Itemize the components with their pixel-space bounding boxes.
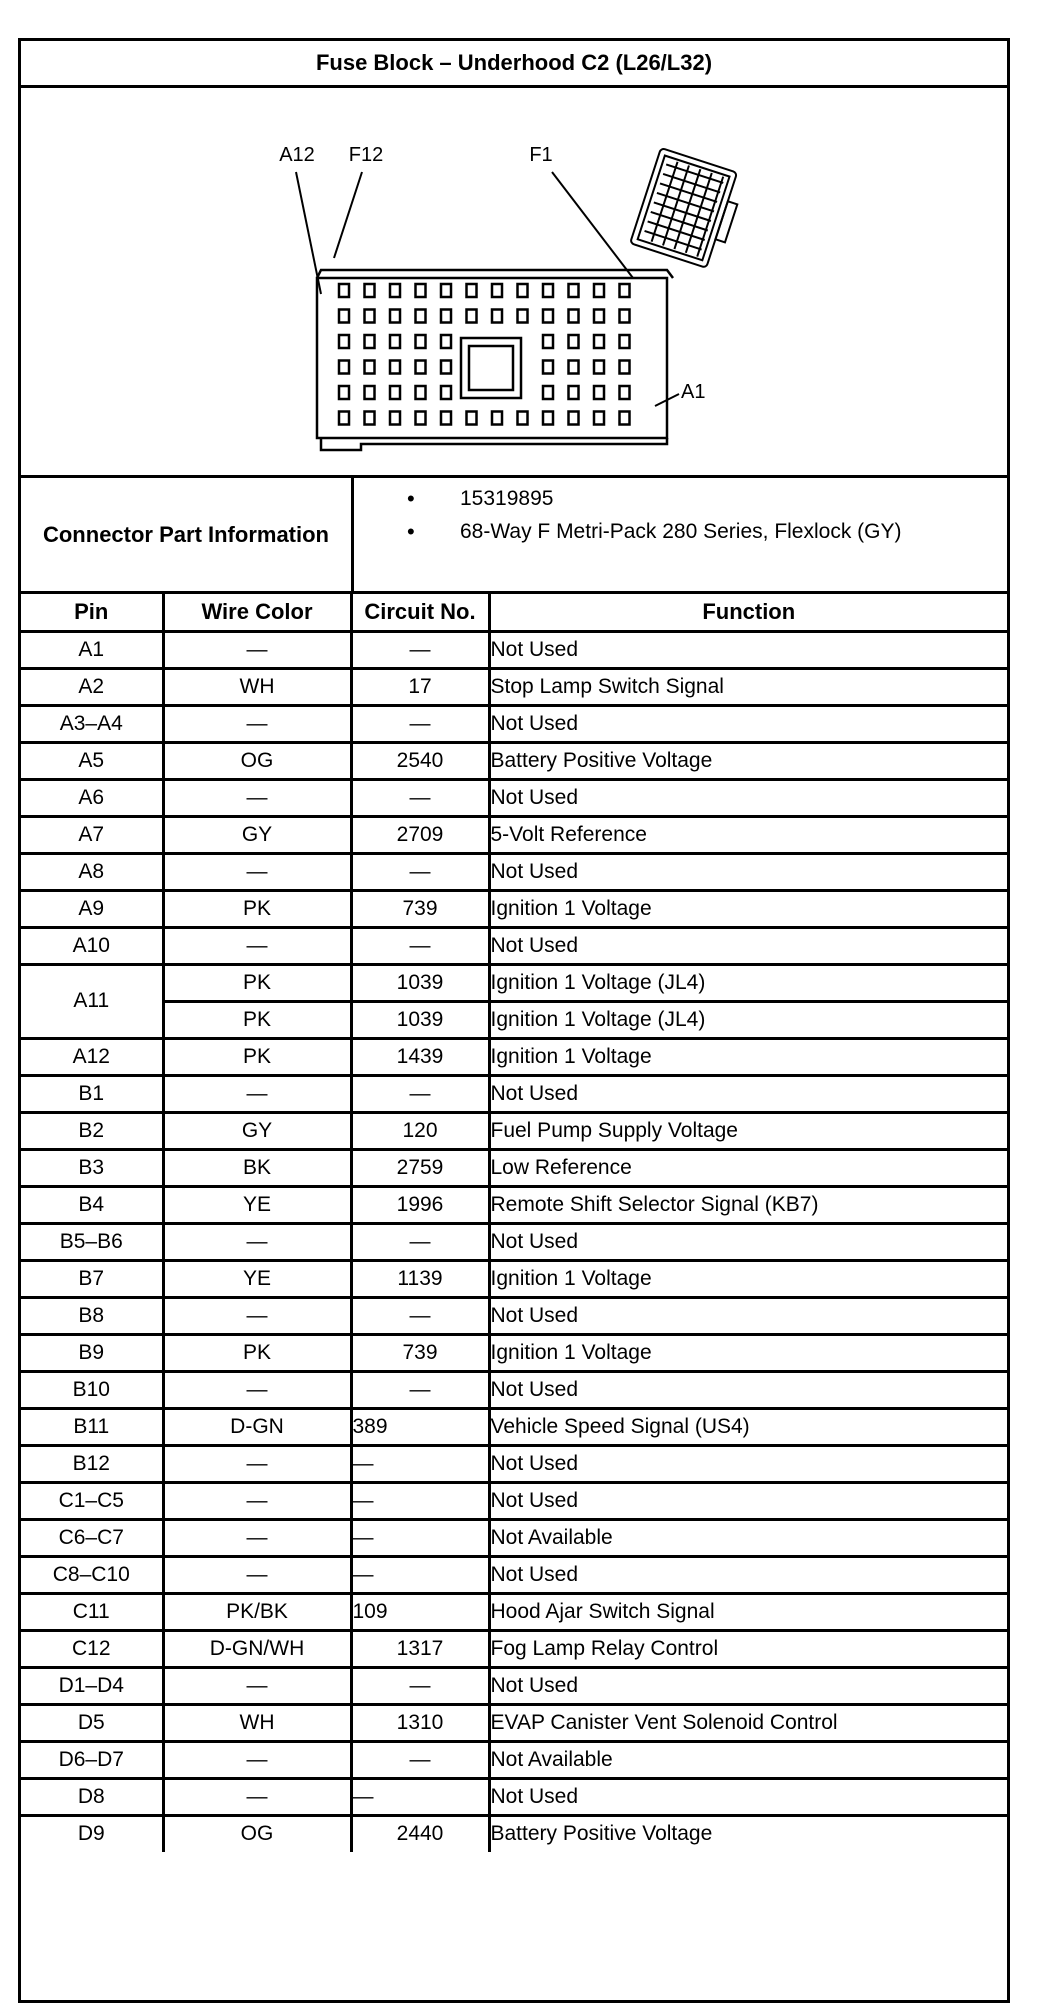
pin-cavity — [416, 310, 426, 323]
table-row — [21, 1149, 1007, 1186]
pin-cavity — [620, 386, 630, 399]
cell-pin: D8 — [21, 1778, 163, 1815]
cell-circuit-no: — — [351, 1778, 489, 1815]
cell-function: Vehicle Speed Signal (US4) — [489, 1408, 1007, 1445]
table-row — [21, 1408, 1007, 1445]
table-header-row — [21, 594, 1007, 631]
cell-wire-color: GY — [163, 1112, 351, 1149]
cell-function: Not Used — [489, 1445, 1007, 1482]
pin-cavity — [441, 412, 451, 425]
cell-wire-color: BK — [163, 1149, 351, 1186]
cell-circuit-no: 1996 — [351, 1186, 489, 1223]
cell-wire-color: — — [163, 1741, 351, 1778]
pin-cavity — [390, 335, 400, 348]
pin-cavity — [594, 284, 604, 297]
pin-cavity — [390, 386, 400, 399]
connector-bottom-rail — [321, 438, 667, 450]
cell-wire-color: PK — [163, 1334, 351, 1371]
pin-cavity — [518, 412, 528, 425]
table-row — [21, 816, 1007, 853]
pin-cavity — [339, 386, 349, 399]
cell-wire-color: — — [163, 1223, 351, 1260]
leader-f12 — [334, 172, 362, 258]
pin-cavity — [416, 284, 426, 297]
table-row — [21, 1778, 1007, 1815]
cell-pin: A7 — [21, 816, 163, 853]
cell-pin: A9 — [21, 890, 163, 927]
cell-wire-color: — — [163, 1075, 351, 1112]
pin-cavity — [339, 310, 349, 323]
header-function: Function — [489, 594, 1007, 631]
pin-cavity — [365, 361, 375, 374]
connector-part-info-label: Connector Part Information — [21, 478, 354, 591]
cell-circuit-no: 2759 — [351, 1149, 489, 1186]
cell-pin: B9 — [21, 1334, 163, 1371]
table-row — [21, 1741, 1007, 1778]
cell-pin: C12 — [21, 1630, 163, 1667]
header-circuit-no: Circuit No. — [351, 594, 489, 631]
table-row — [21, 779, 1007, 816]
cell-circuit-no: — — [351, 1075, 489, 1112]
cell-wire-color: — — [163, 1445, 351, 1482]
cell-function: Not Used — [489, 1482, 1007, 1519]
cell-circuit-no: — — [351, 927, 489, 964]
pinout-table — [21, 594, 1007, 1852]
cell-function: Not Used — [489, 705, 1007, 742]
cell-circuit-no: — — [351, 1371, 489, 1408]
cell-pin: A8 — [21, 853, 163, 890]
pin-cavity — [569, 361, 579, 374]
cell-wire-color: — — [163, 1519, 351, 1556]
pin-cavity — [339, 412, 349, 425]
pin-cavity — [543, 361, 553, 374]
cell-function: Not Available — [489, 1519, 1007, 1556]
cell-wire-color: — — [163, 1482, 351, 1519]
pin-cavity — [390, 412, 400, 425]
cell-function: EVAP Canister Vent Solenoid Control — [489, 1704, 1007, 1741]
cell-function: Low Reference — [489, 1149, 1007, 1186]
cell-circuit-no: 2440 — [351, 1815, 489, 1852]
label-f1: F1 — [529, 144, 553, 166]
table-row — [21, 1593, 1007, 1630]
cell-pin: B10 — [21, 1371, 163, 1408]
table-row — [21, 853, 1007, 890]
table-row — [21, 1001, 1007, 1038]
cell-wire-color: YE — [163, 1260, 351, 1297]
cell-pin: D5 — [21, 1704, 163, 1741]
cell-pin: A6 — [21, 779, 163, 816]
pin-cavity — [467, 412, 477, 425]
pin-cavity — [620, 361, 630, 374]
cell-circuit-no: 739 — [351, 890, 489, 927]
header-wire-color: Wire Color — [163, 594, 351, 631]
cell-function: Not Available — [489, 1741, 1007, 1778]
cell-pin: B3 — [21, 1149, 163, 1186]
pin-cavity — [365, 284, 375, 297]
pin-cavity — [467, 284, 477, 297]
cell-function: Not Used — [489, 1371, 1007, 1408]
connector-sheet — [18, 38, 1010, 2003]
pin-cavity — [441, 386, 451, 399]
cell-function: Ignition 1 Voltage — [489, 1260, 1007, 1297]
cell-wire-color: PK — [163, 1001, 351, 1038]
table-row — [21, 1371, 1007, 1408]
cell-circuit-no: 1310 — [351, 1704, 489, 1741]
label-f12: F12 — [348, 144, 384, 166]
cell-wire-color: PK — [163, 964, 351, 1001]
cell-function: Fog Lamp Relay Control — [489, 1630, 1007, 1667]
cell-pin: B11 — [21, 1408, 163, 1445]
label-a1: A1 — [681, 381, 706, 403]
cell-function: Not Used — [489, 779, 1007, 816]
cell-pin: D9 — [21, 1815, 163, 1852]
pin-cavity — [518, 310, 528, 323]
cell-function: Not Used — [489, 1556, 1007, 1593]
cell-function: Ignition 1 Voltage — [489, 1334, 1007, 1371]
pin-cavity — [569, 412, 579, 425]
cell-function: Ignition 1 Voltage (JL4) — [489, 1001, 1007, 1038]
cell-circuit-no: 739 — [351, 1334, 489, 1371]
cell-circuit-no: — — [351, 1519, 489, 1556]
pin-cavity — [416, 386, 426, 399]
pin-cavity — [365, 386, 375, 399]
pin-cavity — [390, 310, 400, 323]
cell-function: Not Used — [489, 927, 1007, 964]
pin-cavity — [441, 310, 451, 323]
label-a12: A12 — [279, 144, 315, 166]
pin-cavity — [416, 335, 426, 348]
cell-function: Not Used — [489, 1223, 1007, 1260]
table-row — [21, 1223, 1007, 1260]
table-row — [21, 1445, 1007, 1482]
pin-cavity — [441, 335, 451, 348]
cell-wire-color: — — [163, 1371, 351, 1408]
table-row — [21, 1667, 1007, 1704]
pin-cavity — [339, 284, 349, 297]
table-row — [21, 1482, 1007, 1519]
cell-wire-color: — — [163, 705, 351, 742]
cell-pin: A5 — [21, 742, 163, 779]
cell-wire-color: — — [163, 1778, 351, 1815]
pin-cavity — [569, 284, 579, 297]
cell-wire-color: — — [163, 1667, 351, 1704]
connector-diagram — [21, 88, 1007, 478]
cell-pin: B2 — [21, 1112, 163, 1149]
cell-function: Not Used — [489, 1297, 1007, 1334]
cell-wire-color: — — [163, 1556, 351, 1593]
cell-wire-color: PK/BK — [163, 1593, 351, 1630]
pin-cavity — [569, 386, 579, 399]
cell-circuit-no: — — [351, 1445, 489, 1482]
pin-cavity — [390, 361, 400, 374]
cell-wire-color: D-GN/WH — [163, 1630, 351, 1667]
pin-cavity — [594, 310, 604, 323]
pin-cavity — [492, 412, 502, 425]
cell-pin: A2 — [21, 668, 163, 705]
cell-function: Not Used — [489, 631, 1007, 668]
connector-part-info-list — [354, 482, 1004, 548]
cell-circuit-no: — — [351, 1297, 489, 1334]
cell-pin: D1–D4 — [21, 1667, 163, 1704]
cell-wire-color: OG — [163, 742, 351, 779]
connector-part-info — [21, 478, 1007, 594]
table-row — [21, 1038, 1007, 1075]
cell-circuit-no: 17 — [351, 668, 489, 705]
page-title: Fuse Block – Underhood C2 (L26/L32) — [21, 41, 1007, 88]
table-row — [21, 1704, 1007, 1741]
pin-cavity — [365, 310, 375, 323]
pin-cavity — [620, 310, 630, 323]
table-row — [21, 927, 1007, 964]
cell-pin: C11 — [21, 1593, 163, 1630]
table-row — [21, 890, 1007, 927]
cell-pin: C1–C5 — [21, 1482, 163, 1519]
part-description: • 68-Way F Metri-Pack 280 Series, Flexlock (GY) — [354, 515, 1004, 548]
cell-wire-color: WH — [163, 1704, 351, 1741]
pin-cavity — [594, 386, 604, 399]
pin-cavity — [441, 284, 451, 297]
cell-circuit-no: 1439 — [351, 1038, 489, 1075]
cell-circuit-no: — — [351, 1482, 489, 1519]
leader-a12 — [296, 172, 321, 294]
cell-pin: A1 — [21, 631, 163, 668]
cell-function: Remote Shift Selector Signal (KB7) — [489, 1186, 1007, 1223]
table-row — [21, 1075, 1007, 1112]
pin-cavity — [569, 335, 579, 348]
pin-cavity — [492, 284, 502, 297]
cell-wire-color: — — [163, 1297, 351, 1334]
cell-wire-color: OG — [163, 1815, 351, 1852]
pin-cavity — [339, 361, 349, 374]
cell-wire-color: — — [163, 853, 351, 890]
pin-cavity — [416, 361, 426, 374]
pin-cavity — [365, 335, 375, 348]
cell-circuit-no: — — [351, 1223, 489, 1260]
pin-cavity — [543, 412, 553, 425]
cell-function: Stop Lamp Switch Signal — [489, 668, 1007, 705]
cell-circuit-no: 2540 — [351, 742, 489, 779]
cell-pin: B8 — [21, 1297, 163, 1334]
connector-perspective-icon — [630, 148, 746, 271]
cell-wire-color: — — [163, 779, 351, 816]
cell-function: Battery Positive Voltage — [489, 1815, 1007, 1852]
cell-circuit-no: — — [351, 631, 489, 668]
cell-wire-color: GY — [163, 816, 351, 853]
cell-circuit-no: 2709 — [351, 816, 489, 853]
pin-cavity — [569, 310, 579, 323]
cell-circuit-no: 120 — [351, 1112, 489, 1149]
cell-pin: B1 — [21, 1075, 163, 1112]
pin-cavity — [339, 335, 349, 348]
cell-pin: D6–D7 — [21, 1741, 163, 1778]
pin-cavity — [467, 310, 477, 323]
table-row — [21, 1112, 1007, 1149]
cell-pin: B7 — [21, 1260, 163, 1297]
pin-cavity — [390, 284, 400, 297]
center-latch-inner — [469, 346, 513, 390]
table-row — [21, 1519, 1007, 1556]
cell-function: Not Used — [489, 853, 1007, 890]
cell-wire-color: — — [163, 927, 351, 964]
cell-circuit-no: 1039 — [351, 964, 489, 1001]
table-row — [21, 964, 1007, 1001]
part-number: • 15319895 — [354, 482, 1004, 515]
cell-function: Not Used — [489, 1667, 1007, 1704]
pin-cavity — [543, 310, 553, 323]
connector-face-drawing — [21, 88, 1007, 475]
pin-cavity — [594, 361, 604, 374]
cell-function: Hood Ajar Switch Signal — [489, 1593, 1007, 1630]
cell-pin: A12 — [21, 1038, 163, 1075]
cell-wire-color: WH — [163, 668, 351, 705]
cell-pin: A10 — [21, 927, 163, 964]
pin-cavity — [416, 412, 426, 425]
table-row — [21, 1297, 1007, 1334]
cell-circuit-no: — — [351, 1556, 489, 1593]
cell-circuit-no: — — [351, 1667, 489, 1704]
cell-pin: B5–B6 — [21, 1223, 163, 1260]
cell-circuit-no: — — [351, 1741, 489, 1778]
cell-function: Not Used — [489, 1075, 1007, 1112]
cell-function: Not Used — [489, 1778, 1007, 1815]
cell-circuit-no: 109 — [351, 1593, 489, 1630]
pin-cavity — [492, 310, 502, 323]
cell-wire-color: PK — [163, 1038, 351, 1075]
table-row — [21, 1186, 1007, 1223]
cell-pin: B12 — [21, 1445, 163, 1482]
cell-function: Ignition 1 Voltage — [489, 890, 1007, 927]
cell-circuit-no: — — [351, 779, 489, 816]
table-row — [21, 668, 1007, 705]
cell-wire-color: YE — [163, 1186, 351, 1223]
cell-circuit-no: — — [351, 853, 489, 890]
table-row — [21, 1630, 1007, 1667]
leader-f1 — [552, 172, 633, 278]
cell-circuit-no: 1039 — [351, 1001, 489, 1038]
header-pin: Pin — [21, 594, 163, 631]
cell-pin: C8–C10 — [21, 1556, 163, 1593]
pin-cavity — [365, 412, 375, 425]
cell-wire-color: D-GN — [163, 1408, 351, 1445]
cell-function: Ignition 1 Voltage — [489, 1038, 1007, 1075]
table-row — [21, 1556, 1007, 1593]
cell-function: Battery Positive Voltage — [489, 742, 1007, 779]
pin-cavity — [594, 335, 604, 348]
cell-circuit-no: 1139 — [351, 1260, 489, 1297]
cell-pin: B4 — [21, 1186, 163, 1223]
table-row — [21, 705, 1007, 742]
cell-circuit-no: — — [351, 705, 489, 742]
table-row — [21, 1260, 1007, 1297]
table-row — [21, 742, 1007, 779]
pin-cavity — [620, 412, 630, 425]
cell-function: Ignition 1 Voltage (JL4) — [489, 964, 1007, 1001]
cell-pin: C6–C7 — [21, 1519, 163, 1556]
cell-function: Fuel Pump Supply Voltage — [489, 1112, 1007, 1149]
cell-pin: A11 — [21, 964, 163, 1038]
table-row — [21, 1334, 1007, 1371]
cell-circuit-no: 1317 — [351, 1630, 489, 1667]
cell-circuit-no: 389 — [351, 1408, 489, 1445]
cell-wire-color: PK — [163, 890, 351, 927]
table-row — [21, 631, 1007, 668]
pin-cavity — [620, 284, 630, 297]
pin-cavity — [441, 361, 451, 374]
cell-wire-color: — — [163, 631, 351, 668]
cell-function: 5-Volt Reference — [489, 816, 1007, 853]
pin-cavity — [543, 284, 553, 297]
cell-pin: A3–A4 — [21, 705, 163, 742]
table-row — [21, 1815, 1007, 1852]
pin-cavity — [543, 335, 553, 348]
pin-cavity — [543, 386, 553, 399]
pin-cavity — [518, 284, 528, 297]
pin-cavity — [594, 412, 604, 425]
pin-cavity — [620, 335, 630, 348]
